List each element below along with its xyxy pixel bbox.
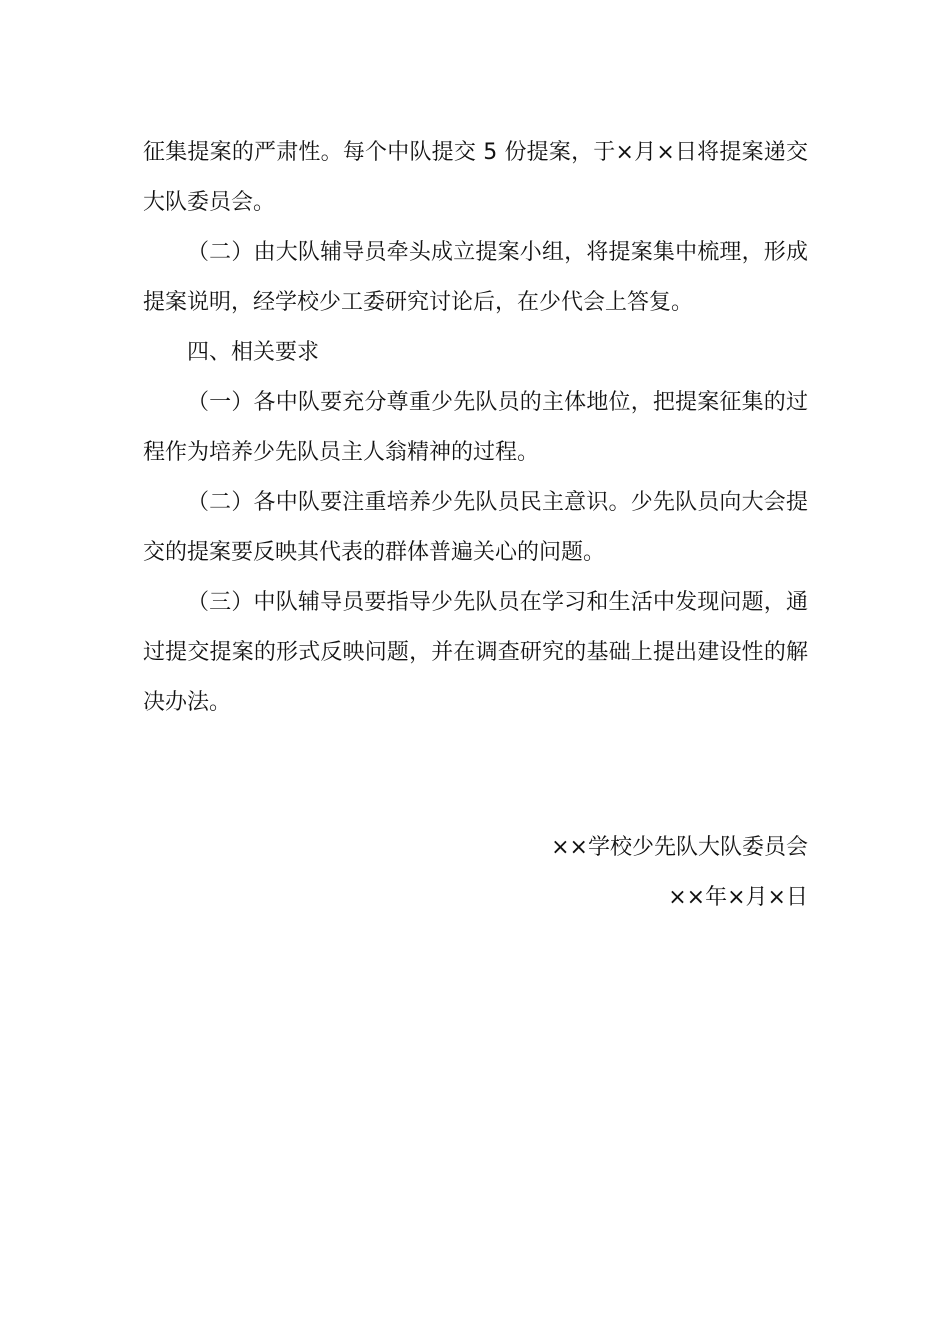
signature-date: ××年×月×日	[668, 885, 808, 910]
paragraph-item-2: （二）由大队辅导员牵头成立提案小组，将提案集中梳理，形成提案说明，经学校少工委研究讨论后，在少代会上答复。	[143, 240, 808, 315]
signature-organization: ××学校少先队大队委员会	[551, 835, 808, 860]
section-heading-requirements: 四、相关要求	[187, 340, 320, 365]
requirement-1: （一）各中队要充分尊重少先队员的主体地位，把提案征集的过程作为培养少先队员主人翁精神的过程。	[143, 390, 808, 465]
requirement-2: （二）各中队要注重培养少先队员民主意识。少先队员向大会提交的提案要反映其代表的群体普遍关心的问题。	[143, 490, 808, 565]
signature-block	[551, 823, 808, 923]
paragraph-continuation: 征集提案的严肃性。每个中队提交 5 份提案，于×月×日将提案递交大队委员会。	[143, 140, 808, 215]
requirement-3: （三）中队辅导员要指导少先队员在学习和生活中发现问题，通过提交提案的形式反映问题，并在调查研究的基础上提出建设性的解决办法。	[143, 590, 808, 715]
document-body	[143, 128, 808, 728]
